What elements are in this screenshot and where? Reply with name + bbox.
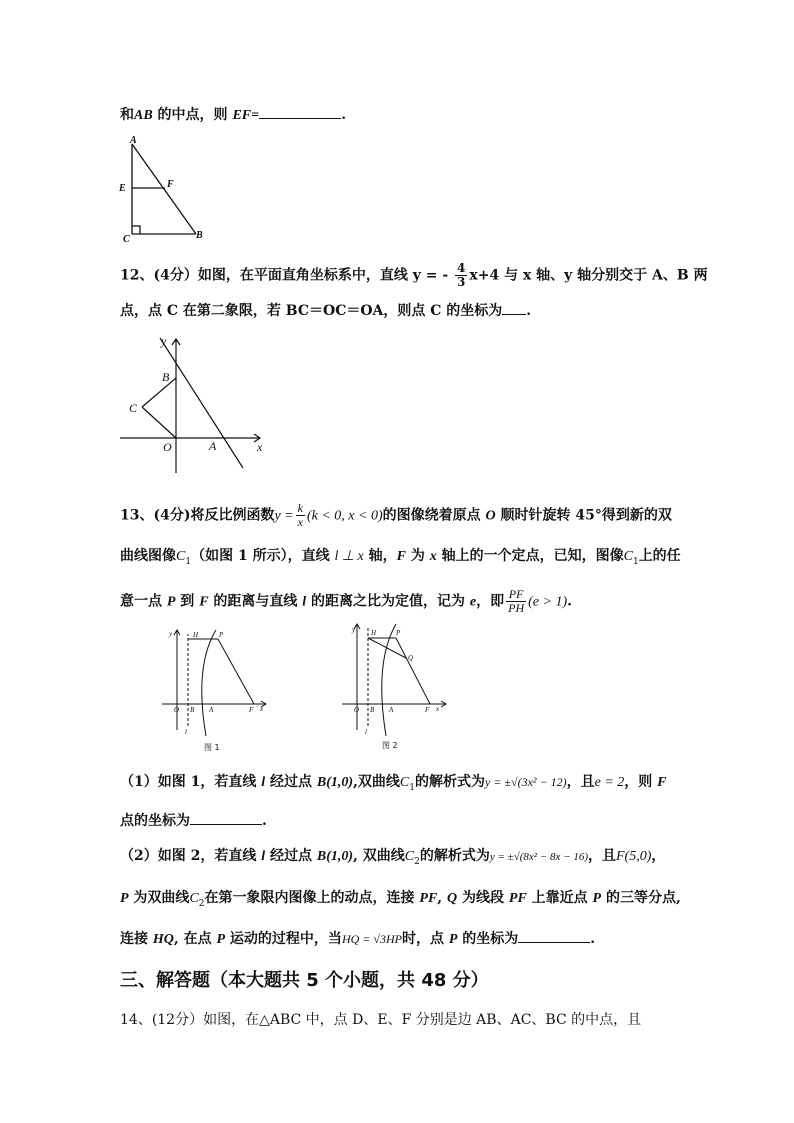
q13-ratio-fraction	[506, 588, 526, 615]
q13-c1-again: C	[623, 549, 633, 564]
q13-p1-d: 的解析式为	[415, 774, 485, 790]
q12-slope-fraction	[455, 262, 467, 289]
q13-fig2-l: l	[365, 728, 367, 736]
q13-line3-f: F	[199, 594, 209, 610]
q13-p2-l3-d: 时，点	[401, 931, 449, 947]
q13-line3-b: 到	[175, 593, 200, 610]
q13-p2-l2-e: 为线段	[457, 890, 509, 906]
section-3-heading: 三、解答题（本大题共 5 个小题，共 48 分）	[120, 970, 489, 991]
q13-p1-f: ，则	[624, 774, 658, 790]
q13-p1-line2: 点的坐标为	[120, 813, 190, 829]
q13-c1: C	[176, 549, 186, 564]
q13-line2-f: F	[396, 549, 406, 564]
q13-line2-d: 为	[405, 548, 430, 564]
q13-p2-l2-p: P	[120, 891, 129, 906]
q13-part2-line-2	[120, 888, 681, 914]
q12-frac-den: 3	[457, 275, 466, 289]
q13-p2-l2-pf2: PF	[508, 891, 527, 906]
q13-p1-c: ,双曲线	[353, 774, 400, 790]
q12-line2-text: 点，点 C 在第二象限，若 BC＝OC＝OA，则点 C 的坐标为	[120, 303, 503, 319]
q12-line1-b: x+4 与 x 轴、y 轴分别交于 A、B 两	[469, 267, 708, 284]
q13-p2-l3-b: , 在点	[173, 931, 217, 947]
q13-p1-eval: e = 2	[594, 775, 625, 790]
q13-p2-l3-p2: P	[448, 932, 458, 947]
q13-p2-answer-blank[interactable]	[518, 928, 590, 943]
q13-func-den: x	[297, 515, 303, 529]
q13-line1-a: 13、(4分)将反比例函数	[120, 507, 275, 524]
q12-label-y: y	[161, 334, 167, 348]
q13-line3-l: l	[302, 594, 307, 610]
q13-p2-l3-end: .	[590, 931, 596, 947]
q13-p1-c1: C	[399, 775, 410, 790]
q13-p1-answer-blank[interactable]	[190, 810, 262, 825]
q13-p2-l3-cond: HQ = √3HP	[341, 932, 402, 946]
q13-line3-d: 的距离之比为定值，记为	[306, 593, 470, 610]
q13-p2-formula: y = ±√(8x² − 8x − 16)	[489, 851, 588, 863]
q13-fig2-a: A	[389, 706, 394, 714]
q13-p2-e: ，且	[588, 848, 616, 864]
q13-func-cond: (k < 0, x < 0)	[306, 508, 383, 524]
q11-label-e: E	[119, 183, 126, 194]
q13-p1-c1-sub: 1	[409, 782, 415, 793]
q13-ratio-num: PF	[506, 588, 526, 602]
q13-ratio-cond: (e > 1)	[528, 594, 568, 610]
q13-line2-l: l ⊥ x	[334, 549, 364, 564]
q11-label-b: B	[196, 230, 203, 241]
q13-p2-l2-pf: PF	[419, 891, 438, 906]
q13-line2-e: 轴上的一个定点，已知，图像	[436, 548, 624, 564]
q12-coordinate-figure	[115, 333, 275, 478]
q13-fig1-o: O	[174, 706, 180, 714]
q12-line-2	[120, 300, 531, 321]
q13-p2-l2-b: 为双曲线	[128, 890, 190, 906]
q13-fig2-y: y	[352, 626, 356, 634]
q12-line-1	[120, 262, 708, 289]
q13-part1-line-2	[120, 810, 267, 831]
q13-p2-l3-e: 的坐标为	[457, 931, 519, 947]
q13-p2-l2-c2: C	[189, 891, 199, 906]
q12-line2-end: .	[526, 303, 532, 319]
q13-p1-a: （1）如图 1，若直线	[120, 774, 262, 790]
q13-line1-o: O	[485, 508, 496, 524]
q13-figure-1	[158, 626, 278, 756]
q13-fig2-x: x	[436, 705, 440, 713]
q12-answer-blank[interactable]	[502, 300, 526, 315]
q14-line-1: 14、(12分）如图，在△ABC 中，点 D、E、F 分别是边 AB、AC、BC 的中点，且	[120, 1012, 642, 1028]
q13-p2-l2-c2-sub: 2	[198, 898, 205, 909]
q13-figure-2	[338, 620, 458, 750]
q13-line2-b: （如图 1 所示），直线	[191, 548, 335, 564]
q11-tail-ab: AB	[134, 108, 153, 123]
q13-fig1-y: y	[169, 630, 173, 638]
q13-line3-a: 意一点	[120, 593, 167, 610]
q13-p2-l2-f: 上靠近点	[526, 890, 593, 906]
q13-fig1-l: l	[185, 728, 187, 736]
q12-label-x: x	[257, 440, 263, 454]
q13-fig2-p: P	[396, 629, 401, 637]
q11-text-tail	[120, 104, 346, 126]
q13-fig2-b: B	[370, 706, 375, 714]
q11-tail-end: .	[341, 107, 346, 123]
q13-c1-sub: 1	[185, 556, 192, 567]
q13-p2-c: , 双曲线	[353, 848, 405, 864]
q13-line3-c: 的距离与直线	[208, 593, 303, 610]
q13-p2-c2: C	[404, 849, 415, 864]
q13-p1-l: l	[261, 775, 266, 790]
q13-fig2-f: F	[425, 706, 430, 714]
q13-part2-line-1	[120, 846, 665, 872]
q13-p1-point-b: B(1,0)	[316, 775, 354, 790]
q13-p1-b: 经过点	[265, 774, 317, 790]
q13-line2-a: 曲线图像	[120, 548, 176, 564]
q11-answer-blank[interactable]	[259, 104, 341, 119]
q12-label-a: A	[209, 439, 217, 453]
q11-tail-pre: 和	[120, 107, 134, 123]
q13-fig1-caption: 图 1	[204, 743, 220, 752]
q13-p1-formula: y = ±√(3x² − 12)	[485, 775, 567, 789]
q13-line1-c: 顺时针旋转 45°得到新的双	[495, 507, 672, 524]
q13-part2-line-3	[120, 928, 595, 950]
q13-p2-f: ，	[651, 848, 666, 864]
q13-fig1-x: x	[260, 705, 264, 713]
q13-p2-l2-c: 在第一象限内图像上的动点，连接	[204, 890, 420, 906]
q13-c1-sub-again: 1	[632, 556, 639, 567]
q13-p1-e: ，且	[566, 774, 595, 790]
q13-p2-point-b: B(1,0)	[316, 849, 354, 864]
q11-label-c: C	[123, 234, 130, 245]
q13-line-2	[120, 546, 681, 572]
q13-fig1-b: B	[190, 706, 195, 714]
q13-line1-b: 的图像绕着原点	[382, 507, 486, 524]
q13-line2-f2: 上的任	[638, 548, 681, 564]
q13-line3-end: .	[567, 593, 573, 610]
q13-line-1	[120, 502, 672, 529]
q13-p2-l: l	[261, 849, 266, 864]
q11-tail-ef: EF=	[232, 108, 260, 123]
q13-fig1-p: P	[219, 631, 224, 639]
q11-tail-mid: 的中点，则	[152, 107, 233, 123]
q12-label-o: O	[163, 440, 172, 454]
q13-p2-l3-a: 连接	[120, 931, 153, 947]
q13-ratio-den: PH	[508, 601, 525, 615]
q11-label-a: A	[130, 135, 137, 146]
q12-label-c: C	[129, 401, 138, 415]
q13-p2-point-f: F(5,0)	[616, 849, 652, 864]
q13-p2-l2-point-p: P	[592, 891, 602, 906]
q13-p1-point-f: F	[657, 775, 667, 790]
q12-label-b: B	[162, 370, 170, 384]
q13-line3-f2: ，即	[476, 593, 505, 610]
q13-func-fraction	[296, 502, 305, 529]
q13-part1-line-1	[120, 772, 667, 798]
q13-p2-a: （2）如图 2，若直线	[120, 848, 262, 864]
q13-fig1-f: F	[249, 706, 254, 714]
q13-p2-l3-p: P	[216, 932, 226, 947]
q13-fig1-h: H	[193, 631, 199, 639]
q11-triangle-figure	[110, 132, 210, 247]
q13-line2-x: x	[429, 549, 437, 564]
q13-fig2-caption: 图 2	[382, 741, 398, 750]
q13-p2-c2-sub: 2	[414, 856, 420, 867]
q13-line3-p: P	[166, 594, 176, 610]
q13-line2-c: 轴，	[363, 548, 397, 564]
q13-fig2-o: O	[354, 706, 360, 714]
q13-p2-l2-d: ,	[437, 890, 448, 906]
q13-line3-e: e	[469, 594, 477, 610]
q13-fig2-h: H	[371, 629, 377, 637]
q13-func-y: y =	[274, 508, 294, 524]
q13-p1-end: .	[262, 813, 267, 829]
q13-p2-l2-q: Q	[447, 891, 458, 906]
q13-p2-l2-g: 的三等分点,	[601, 890, 681, 906]
q13-p2-b: 经过点	[265, 848, 317, 864]
q13-fig1-a: A	[209, 706, 214, 714]
q13-func-num: k	[297, 501, 303, 515]
q11-label-f: F	[167, 179, 174, 190]
q13-p2-d: 的解析式为	[419, 848, 490, 864]
q13-p2-l3-hq: HQ	[152, 932, 174, 947]
q13-line-3	[120, 588, 572, 615]
q12-frac-num: 4	[457, 261, 466, 275]
q13-p2-l3-c: 运动的过程中，当	[225, 931, 342, 947]
q13-fig2-q: Q	[408, 654, 414, 662]
q12-line1-a: 12、(4分）如图，在平面直角坐标系中，直线 y = -	[120, 267, 454, 284]
